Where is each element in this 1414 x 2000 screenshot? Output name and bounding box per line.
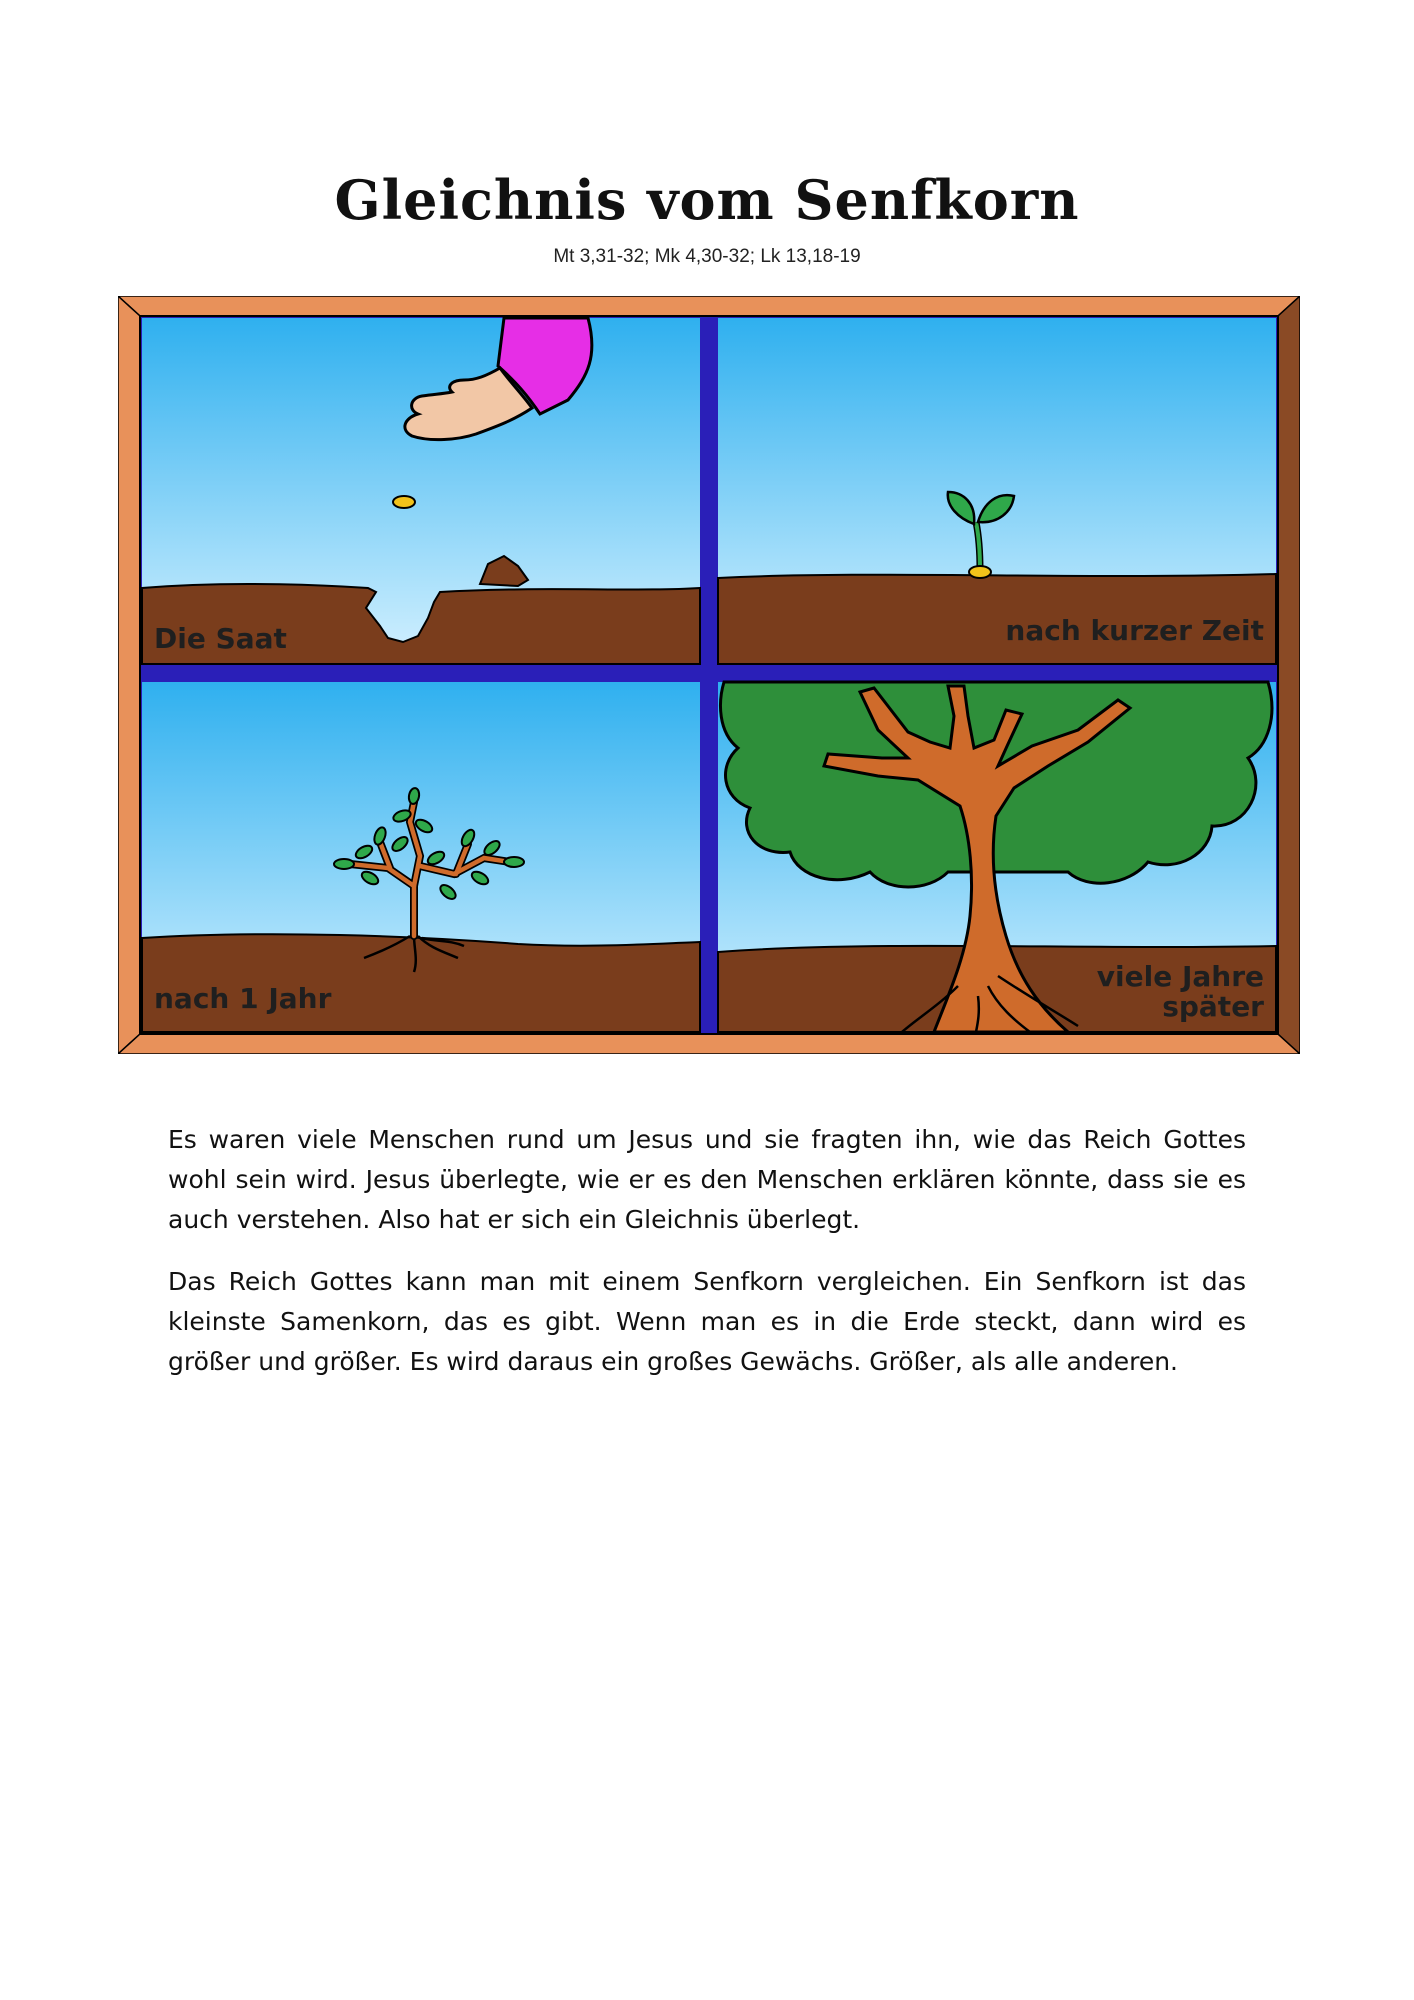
panel-sprout — [718, 318, 1276, 664]
panel-big-tree — [718, 682, 1276, 1032]
panel-label-sprout: nach kurzer Zeit — [1005, 614, 1264, 647]
falling-seed — [393, 496, 415, 508]
panel-label-years-later-line2: später — [1162, 990, 1264, 1023]
story-text — [168, 1120, 1246, 1404]
page-title: Gleichnis vom Senfkorn — [334, 168, 1080, 232]
bible-reference: Mt 3,31-32; Mk 4,30-32; Lk 13,18-19 — [553, 246, 861, 267]
paragraph: Es waren viele Menschen rund um Jesus und sie fragten ihn, wie das Reich Gottes wohl sein wird. Jesus überlegte, wie er es den Menschen erklären könnte, dass sie es auch verstehen. Also hat er sich ein Gleichnis überlegt. — [168, 1125, 1246, 1234]
paragraph: Das Reich Gottes kann man mit einem Senfkorn vergleichen. Ein Senfkorn ist das kleinste Samenkorn, das es gibt. Wenn man es in die Erde steckt, dann wird es größer und größer. Es wird daraus ein großes Gewächs. Größer, als alle anderen. — [168, 1267, 1246, 1376]
panel-label-sowing: Die Saat — [154, 622, 287, 655]
parable-illustration — [118, 296, 1300, 1054]
panel-label-one-year: nach 1 Jahr — [154, 982, 332, 1015]
seed — [969, 566, 991, 578]
panel-label-years-later-line1: viele Jahre — [1096, 960, 1264, 993]
panel-young-plant — [142, 682, 700, 1032]
panel-sowing — [142, 318, 700, 664]
